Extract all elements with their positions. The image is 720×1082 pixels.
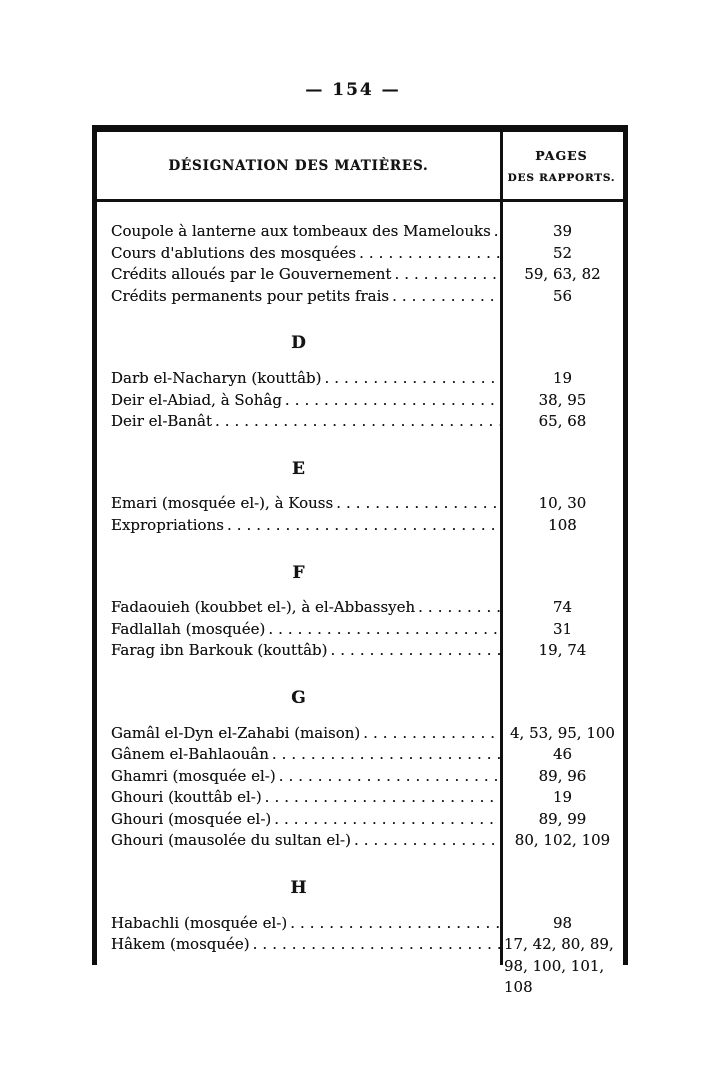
section-letter-spacer bbox=[500, 852, 623, 913]
entry-label: Cours d'ablutions des mosquées bbox=[111, 243, 357, 262]
index-entry-row bbox=[97, 723, 500, 745]
dot-leader bbox=[215, 411, 500, 433]
section-letter-spacer bbox=[500, 537, 623, 598]
index-entry-row bbox=[97, 264, 500, 286]
index-entry-row bbox=[97, 286, 500, 308]
entry-pages: 19 bbox=[552, 788, 573, 807]
entry-label: Ghouri (mosquée el-) bbox=[111, 809, 272, 828]
index-entry-row bbox=[97, 744, 500, 766]
entry-pages: 19 bbox=[552, 368, 573, 387]
table-body bbox=[97, 202, 623, 999]
entry-label: Habachli (mosquée el-) bbox=[111, 913, 288, 932]
entry-label: Ghamri (mosquée el-) bbox=[111, 766, 276, 785]
entry-pages: 31 bbox=[552, 619, 573, 638]
entry-pages: 74 bbox=[552, 598, 573, 617]
dot-leader bbox=[253, 934, 500, 956]
entry-pages: 98 bbox=[552, 913, 573, 932]
entry-pages: 65, 68 bbox=[538, 412, 587, 431]
entry-label: Expropriations bbox=[111, 515, 224, 534]
entry-label: Deir el-Banât bbox=[111, 412, 212, 431]
entry-label: Deir el-Abiad, à Sohâg bbox=[111, 390, 282, 409]
index-entry-row bbox=[97, 809, 500, 831]
entry-label: Emari (mosquée el-), à Kouss bbox=[111, 494, 334, 513]
dot-leader bbox=[279, 766, 500, 788]
dot-leader bbox=[392, 286, 500, 308]
index-entry-row bbox=[97, 766, 500, 788]
section-letter: E bbox=[292, 458, 305, 479]
entry-label: Crédits permanents pour petits frais bbox=[111, 286, 390, 305]
entry-pages: 59, 63, 82 bbox=[524, 265, 601, 284]
entry-label: Ghouri (mausolée du sultan el-) bbox=[111, 831, 351, 850]
page-number: — 154 — bbox=[305, 80, 401, 100]
entry-label: Gamâl el-Dyn el-Zahabi (maison) bbox=[111, 723, 361, 742]
dot-leader bbox=[354, 830, 500, 852]
section-letter: G bbox=[291, 687, 306, 708]
entry-pages: 46 bbox=[552, 745, 573, 764]
entry-label: Fadaouieh (koubbet el-), à el-Abbassyeh bbox=[111, 598, 416, 617]
entry-pages: 52 bbox=[552, 243, 573, 262]
section-letter-spacer bbox=[500, 433, 623, 494]
header-col-designation: DÉSIGNATION DES MATIÈRES. bbox=[168, 157, 429, 174]
dot-leader bbox=[359, 243, 500, 265]
header-pages-label: PAGES bbox=[535, 147, 588, 163]
index-entry-row bbox=[97, 515, 500, 537]
dot-leader bbox=[363, 723, 500, 745]
entry-pages: 4, 53, 95, 100 bbox=[510, 723, 615, 742]
index-entry-row bbox=[97, 830, 500, 852]
index-entry-row bbox=[97, 390, 500, 412]
dot-leader bbox=[394, 264, 500, 286]
dot-leader bbox=[285, 390, 500, 412]
index-entry-row bbox=[97, 619, 500, 641]
entry-pages: 108 bbox=[548, 515, 577, 534]
dot-leader bbox=[227, 515, 500, 537]
header-col-pages bbox=[500, 132, 623, 199]
index-entry-row bbox=[97, 493, 500, 515]
section-letter-spacer bbox=[500, 662, 623, 723]
entry-label: Coupole à lanterne aux tombeaux des Mamelouks bbox=[111, 222, 491, 240]
entry-pages: 38, 95 bbox=[538, 390, 587, 409]
entry-pages: 89, 96 bbox=[538, 766, 587, 785]
dot-leader bbox=[336, 493, 500, 515]
entry-label: Crédits alloués par le Gouvernement bbox=[111, 265, 392, 284]
index-entry-row bbox=[97, 368, 500, 390]
entry-label: Farag ibn Barkouk (kouttâb) bbox=[111, 641, 328, 660]
entry-pages: 89, 99 bbox=[538, 809, 587, 828]
entry-label: Hâkem (mosquée) bbox=[111, 935, 250, 954]
index-entry-row bbox=[97, 640, 500, 662]
entry-pages: 56 bbox=[552, 286, 573, 305]
index-table bbox=[92, 125, 628, 997]
entry-label: Fadlallah (mosquée) bbox=[111, 619, 266, 638]
entry-label: Darb el-Nacharyn (kouttâb) bbox=[111, 368, 322, 387]
dot-leader bbox=[290, 913, 500, 935]
entry-pages: 80, 102, 109 bbox=[514, 831, 611, 850]
index-entry-row bbox=[97, 913, 500, 935]
index-entry-row bbox=[97, 243, 500, 265]
index-entry-row bbox=[97, 221, 500, 243]
entry-label: Gânem el-Bahlaouân bbox=[111, 745, 269, 764]
column-divider bbox=[500, 132, 503, 965]
entry-pages: 10, 30 bbox=[538, 494, 587, 513]
dot-leader bbox=[272, 744, 500, 766]
index-entry-row bbox=[97, 787, 500, 809]
section-letter: D bbox=[291, 333, 306, 354]
index-entry-row bbox=[97, 597, 500, 619]
dot-leader bbox=[268, 619, 500, 641]
header-rapports-label: DES RAPPORTS. bbox=[507, 171, 616, 184]
entry-pages: 39 bbox=[552, 222, 573, 240]
index-entry-row bbox=[97, 934, 500, 999]
entry-label: Ghouri (kouttâb el-) bbox=[111, 788, 262, 807]
entry-pages: 17, 42, 80, 89, 98, 100, 101, 108 bbox=[504, 935, 614, 997]
section-letter-spacer bbox=[500, 307, 623, 368]
table-header bbox=[97, 132, 623, 202]
section-letter: F bbox=[292, 562, 305, 583]
dot-leader bbox=[274, 809, 500, 831]
entry-pages: 19, 74 bbox=[538, 641, 587, 660]
dot-leader bbox=[331, 640, 500, 662]
dot-leader bbox=[265, 787, 500, 809]
index-entry-row bbox=[97, 411, 500, 433]
dot-leader bbox=[418, 597, 500, 619]
section-letter: H bbox=[290, 878, 307, 899]
dot-leader bbox=[324, 368, 500, 390]
